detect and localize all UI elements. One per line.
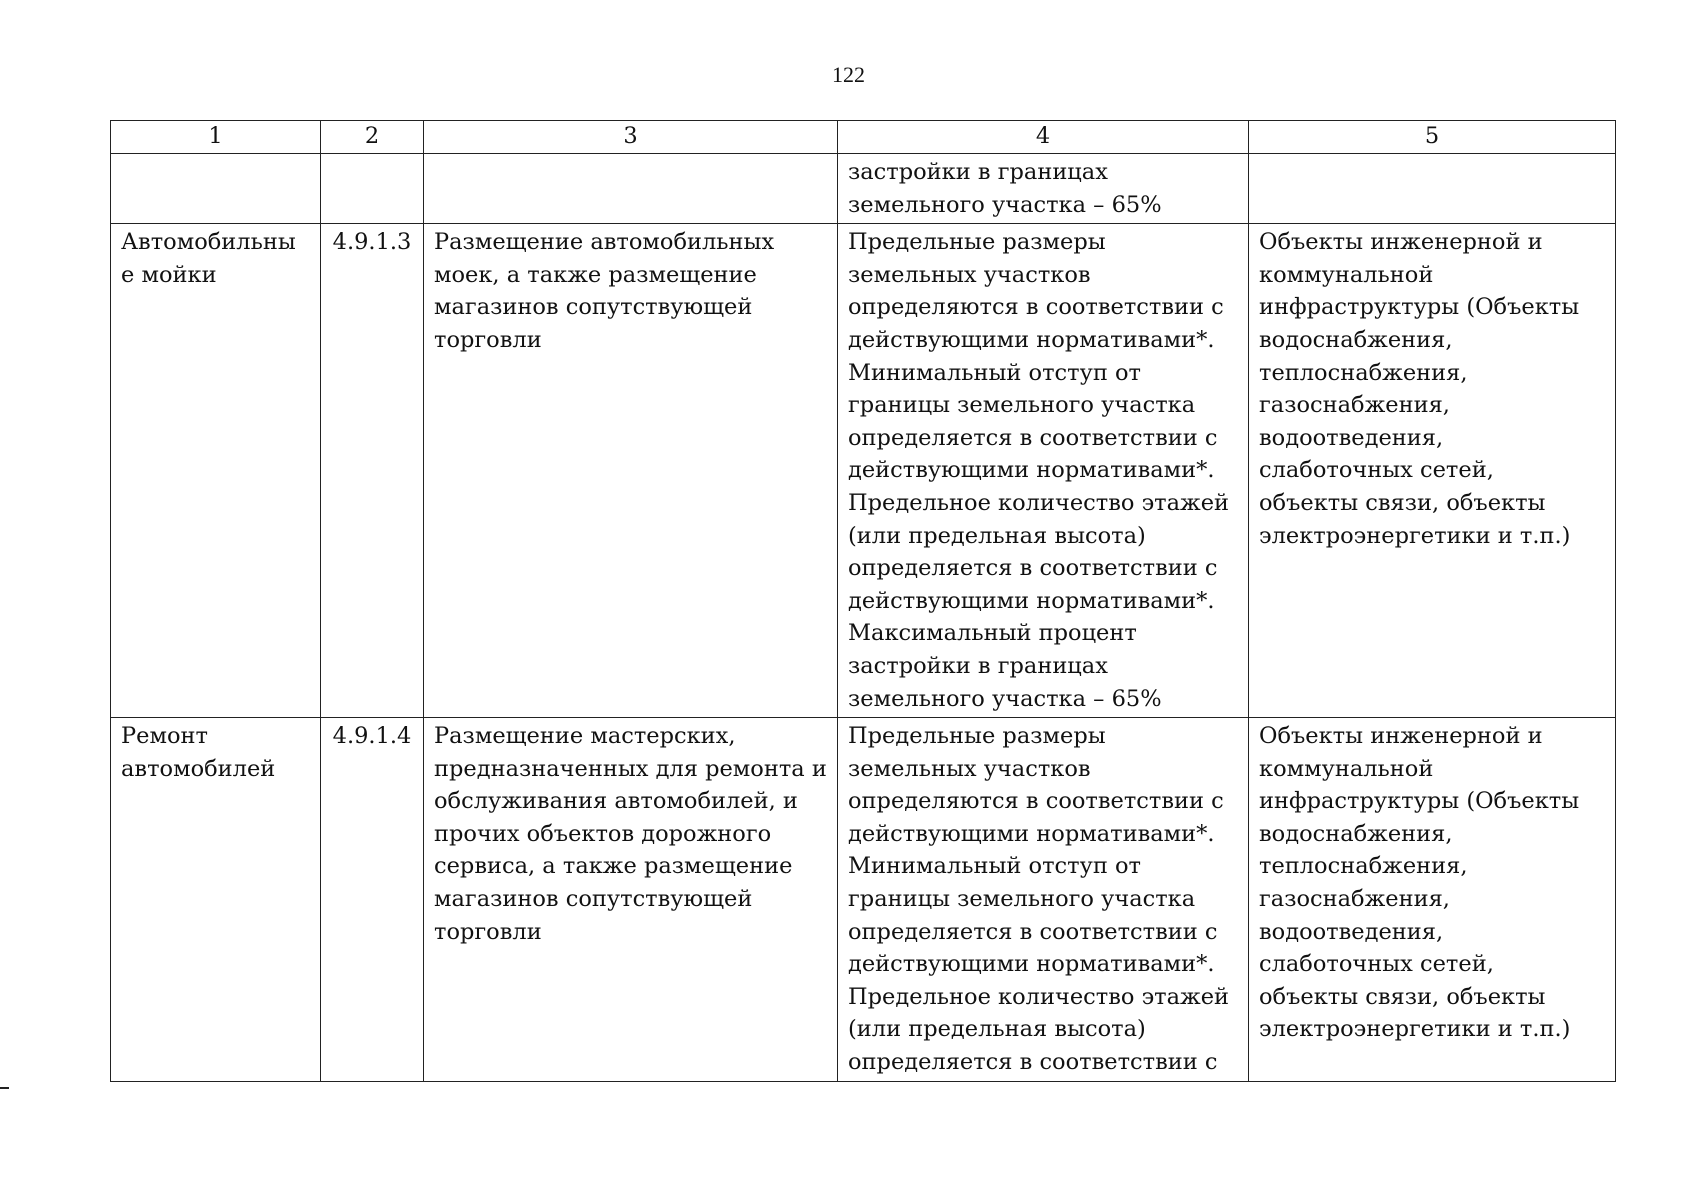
continuation-parameters bbox=[838, 154, 1249, 224]
table-row bbox=[111, 224, 1616, 718]
text-line: Минимальный отступ от bbox=[848, 853, 1141, 880]
text-line: водоотведения, bbox=[1259, 424, 1444, 451]
text-line: (или предельная высота) bbox=[848, 522, 1146, 549]
text-line: теплоснабжения, bbox=[1259, 853, 1468, 880]
text-line: е мойки bbox=[121, 261, 217, 288]
text-line: земельных участков bbox=[848, 261, 1091, 288]
text-line: Ремонт bbox=[121, 723, 208, 750]
text-line: земельного участка – 65% bbox=[848, 685, 1162, 712]
cell-empty bbox=[424, 154, 838, 224]
text-line: определяются в соответствии с bbox=[848, 788, 1224, 815]
text-line: водоснабжения, bbox=[1259, 820, 1453, 847]
continuation-row bbox=[111, 154, 1616, 224]
text-line: коммунальной bbox=[1259, 755, 1434, 782]
text-line: действующими нормативами*. bbox=[848, 820, 1215, 847]
text-line: инфраструктуры (Объекты bbox=[1259, 294, 1580, 321]
text-line: электроэнергетики и т.п.) bbox=[1259, 1016, 1571, 1043]
auxiliary-uses bbox=[1249, 718, 1616, 1082]
use-parameters bbox=[838, 224, 1249, 718]
text-line: определяется в соответствии с bbox=[848, 1049, 1218, 1076]
text-line: границы земельного участка bbox=[848, 886, 1196, 913]
text-line: коммунальной bbox=[1259, 261, 1434, 288]
land-use-table bbox=[110, 120, 1616, 1082]
text-line: обслуживания автомобилей, и bbox=[434, 788, 798, 815]
text-line: теплоснабжения, bbox=[1259, 359, 1468, 386]
text-line: Предельные размеры bbox=[848, 723, 1106, 750]
text-line: объекты связи, объекты bbox=[1259, 983, 1546, 1010]
text-line: предназначенных для ремонта и bbox=[434, 755, 827, 782]
text-line: Размещение автомобильных bbox=[434, 229, 775, 256]
text-line: Минимальный отступ от bbox=[848, 359, 1141, 386]
header-col-2: 2 bbox=[321, 121, 424, 154]
text-line: торговли bbox=[434, 918, 542, 945]
text-line: автомобилей bbox=[121, 755, 276, 782]
text-line: Максимальный процент bbox=[848, 620, 1137, 647]
text-line: магазинов сопутствующей bbox=[434, 294, 753, 321]
header-col-5: 5 bbox=[1249, 121, 1616, 154]
scan-mark bbox=[0, 1087, 9, 1089]
text-line: магазинов сопутствующей bbox=[434, 886, 753, 913]
text-line: Предельное количество этажей bbox=[848, 489, 1230, 516]
use-code: 4.9.1.4 bbox=[321, 718, 424, 1082]
cell-empty bbox=[321, 154, 424, 224]
auxiliary-uses bbox=[1249, 224, 1616, 718]
use-description bbox=[424, 224, 838, 718]
text-line: (или предельная высота) bbox=[848, 1016, 1146, 1043]
text-line: определяется в соответствии с bbox=[848, 918, 1218, 945]
text-line: Предельное количество этажей bbox=[848, 983, 1230, 1010]
text-line: инфраструктуры (Объекты bbox=[1259, 788, 1580, 815]
text-line: земельного участка – 65% bbox=[848, 191, 1162, 218]
text-line: границы земельного участка bbox=[848, 392, 1196, 419]
text-line: Объекты инженерной и bbox=[1259, 229, 1543, 256]
text-line: водоснабжения, bbox=[1259, 326, 1453, 353]
header-col-1: 1 bbox=[111, 121, 321, 154]
text-line: слаботочных сетей, bbox=[1259, 951, 1494, 978]
table-row bbox=[111, 718, 1616, 1082]
text-line: объекты связи, объекты bbox=[1259, 489, 1546, 516]
text-line: Автомобильны bbox=[121, 229, 296, 256]
text-line: Объекты инженерной и bbox=[1259, 723, 1543, 750]
page-number: 122 bbox=[832, 62, 865, 87]
header-col-3: 3 bbox=[424, 121, 838, 154]
text-line: Размещение мастерских, bbox=[434, 723, 736, 750]
text-line: действующими нормативами*. bbox=[848, 457, 1215, 484]
text-line: слаботочных сетей, bbox=[1259, 457, 1494, 484]
text-line: водоотведения, bbox=[1259, 918, 1444, 945]
use-code: 4.9.1.3 bbox=[321, 224, 424, 718]
text-line: действующими нормативами*. bbox=[848, 326, 1215, 353]
table-header-row bbox=[111, 121, 1616, 154]
text-line: электроэнергетики и т.п.) bbox=[1259, 522, 1571, 549]
use-name bbox=[111, 718, 321, 1082]
cell-empty bbox=[111, 154, 321, 224]
text-line: определяется в соответствии с bbox=[848, 555, 1218, 582]
text-line: Предельные размеры bbox=[848, 229, 1106, 256]
use-description bbox=[424, 718, 838, 1082]
text-line: застройки в границах bbox=[848, 652, 1108, 679]
text-line: сервиса, а также размещение bbox=[434, 853, 793, 880]
text-line: определяются в соответствии с bbox=[848, 294, 1224, 321]
cell-empty bbox=[1249, 154, 1616, 224]
text-line: прочих объектов дорожного bbox=[434, 820, 772, 847]
text-line: земельных участков bbox=[848, 755, 1091, 782]
text-line: моек, а также размещение bbox=[434, 261, 757, 288]
text-line: застройки в границах bbox=[848, 159, 1108, 185]
text-line: газоснабжения, bbox=[1259, 886, 1450, 913]
use-name bbox=[111, 224, 321, 718]
use-parameters bbox=[838, 718, 1249, 1082]
text-line: торговли bbox=[434, 326, 542, 353]
text-line: газоснабжения, bbox=[1259, 392, 1450, 419]
header-col-4: 4 bbox=[838, 121, 1249, 154]
text-line: действующими нормативами*. bbox=[848, 587, 1215, 614]
text-line: определяется в соответствии с bbox=[848, 424, 1218, 451]
text-line: действующими нормативами*. bbox=[848, 951, 1215, 978]
